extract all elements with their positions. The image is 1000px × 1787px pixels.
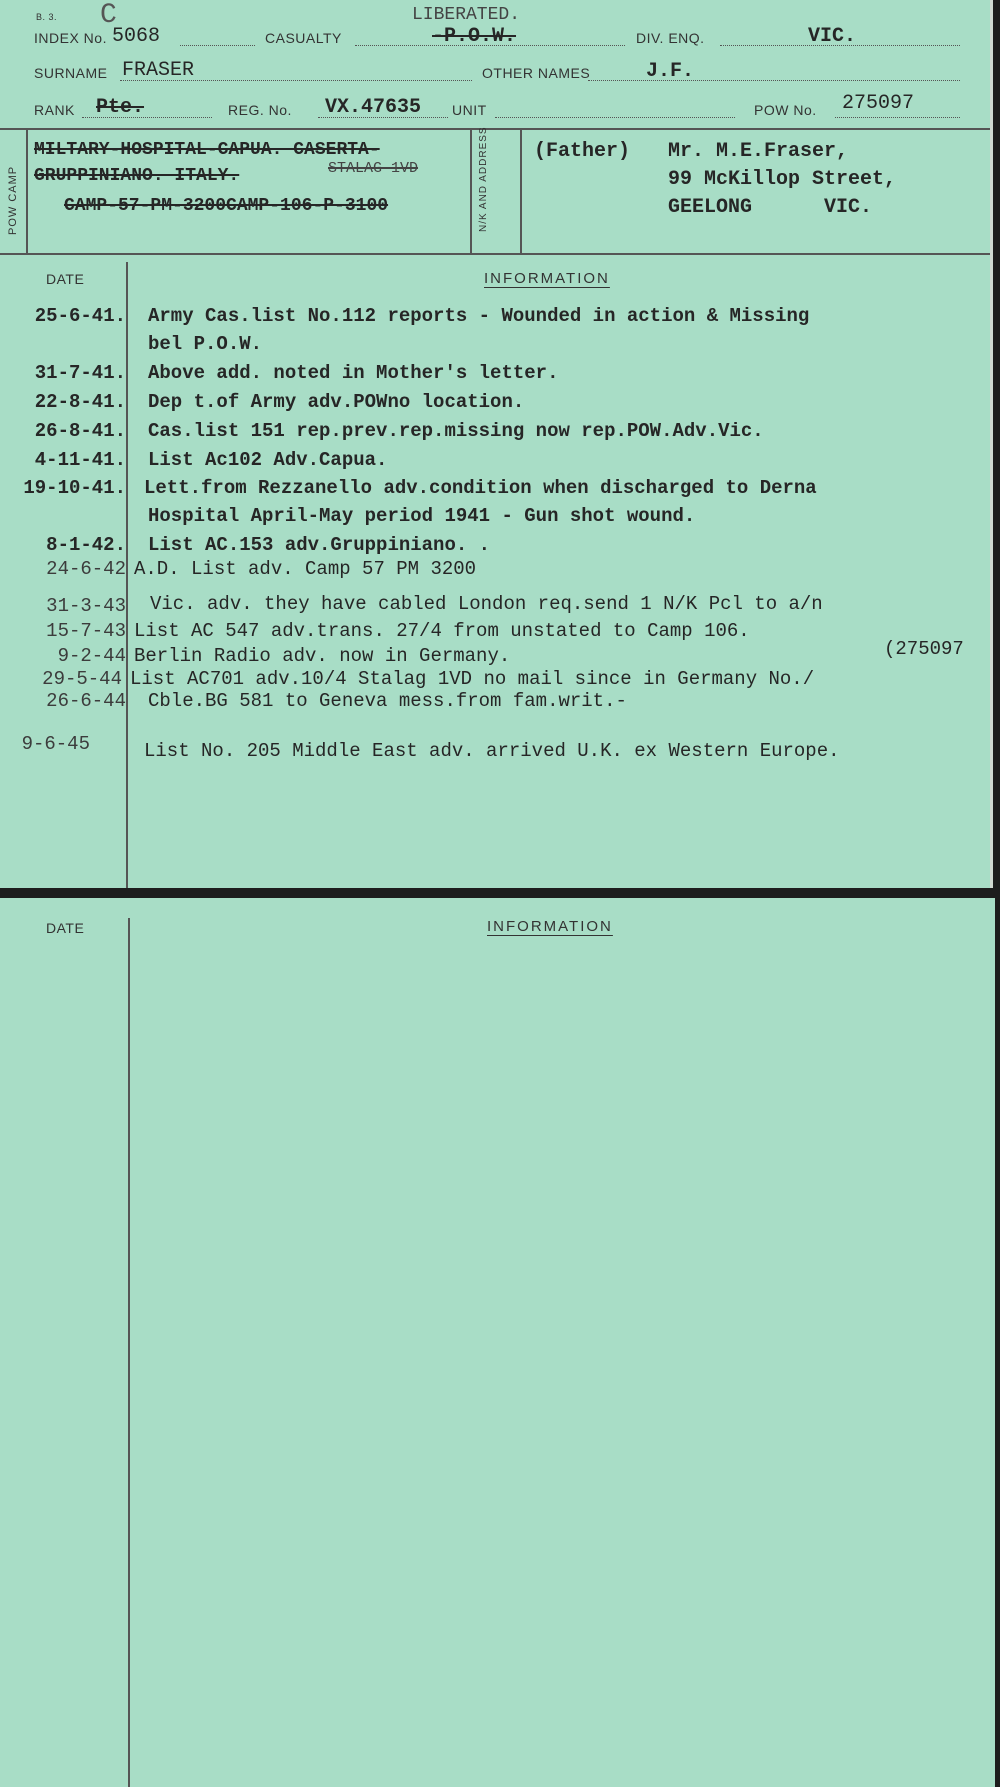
div-enq-value: VIC. bbox=[808, 25, 857, 48]
other-names-value: J.F. bbox=[646, 60, 695, 83]
pow-no-label: POW No. bbox=[754, 102, 817, 118]
entry-date: 31-7-41. bbox=[34, 362, 126, 384]
record-card-back bbox=[0, 898, 995, 1787]
form-code: B. 3. bbox=[36, 12, 58, 22]
surname-value: FRASER bbox=[122, 59, 195, 82]
reg-no-value: VX.47635 bbox=[325, 96, 422, 119]
div-enq-label: DIV. ENQ. bbox=[636, 30, 705, 46]
casualty-value: -P.O.W. bbox=[432, 25, 517, 48]
index-value: 5068 bbox=[112, 25, 161, 48]
entry-text: bel P.O.W. bbox=[148, 333, 263, 355]
entry-text: Lett.from Rezzanello adv.condition when discharged to Derna bbox=[144, 477, 817, 499]
nok-line-1: Mr. M.E.Fraser, bbox=[668, 140, 849, 163]
nok-relation: (Father) bbox=[534, 140, 631, 163]
entry-text: Cas.list 151 rep.prev.rep.missing now rep.POW.Adv.Vic. bbox=[148, 420, 764, 442]
date-header: DATE bbox=[46, 271, 85, 287]
entry-date: 4-11-41. bbox=[34, 449, 126, 471]
entry-date: 22-8-41. bbox=[34, 391, 126, 413]
entry-text: Dep t.of Army adv.POWno location. bbox=[148, 391, 525, 413]
surname-label: SURNAME bbox=[34, 65, 108, 81]
date-header-2: DATE bbox=[46, 920, 85, 936]
index-label: INDEX No. bbox=[34, 30, 107, 46]
camp-line-3: CAMP-57-PM-3200CAMP-106-P-3100 bbox=[64, 196, 389, 216]
entry-text: Cble.BG 581 to Geneva mess.from fam.writ.- bbox=[148, 690, 627, 712]
entry-date: 29-5-44 bbox=[42, 668, 122, 690]
information-header: INFORMATION bbox=[484, 270, 610, 287]
camp-line-2: GRUPPINIANO. ITALY. bbox=[34, 166, 240, 186]
record-card-front bbox=[0, 0, 993, 888]
entry-text: Berlin Radio adv. now in Germany. bbox=[134, 645, 511, 667]
reg-no-label: REG. No. bbox=[228, 102, 292, 118]
casualty-overwrite: LIBERATED. bbox=[412, 5, 521, 25]
entry-text: List No. 205 Middle East adv. arrived U.K. ex Western Europe. bbox=[144, 740, 840, 762]
entry-text: Hospital April-May period 1941 - Gun shot wound. bbox=[148, 505, 696, 527]
entry-date: 9-6-45 bbox=[21, 733, 90, 755]
unit-label: UNIT bbox=[452, 102, 487, 118]
entry-date: 9-2-44 bbox=[57, 645, 126, 667]
entry-text: List AC 547 adv.trans. 27/4 from unstated to Camp 106. bbox=[134, 620, 750, 642]
entry-text: A.D. List adv. Camp 57 PM 3200 bbox=[134, 558, 477, 580]
entry-date: 26-6-44 bbox=[46, 690, 126, 712]
information-header-2: INFORMATION bbox=[487, 918, 613, 935]
nk-address-label: N/K AND ADDRESS bbox=[478, 126, 489, 232]
entry-date: 25-6-41. bbox=[34, 305, 126, 327]
camp-line-1: MILTARY-HOSPITAL-CAPUA. CASERTA- bbox=[34, 140, 380, 160]
entry-text: Vic. adv. they have cabled London req.send 1 N/K Pcl to a/n bbox=[150, 593, 823, 615]
entry-text: Army Cas.list No.112 reports - Wounded in action & Missing bbox=[148, 305, 810, 327]
pow-camp-label: POW CAMP bbox=[7, 165, 19, 235]
casualty-label: CASUALTY bbox=[265, 30, 342, 46]
other-names-label: OTHER NAMES bbox=[482, 65, 591, 81]
entry-text: List Ac102 Adv.Capua. bbox=[148, 449, 388, 471]
entry-text: List AC701 adv.10/4 Stalag 1VD no mail since in Germany No./ bbox=[130, 668, 815, 690]
rank-label: RANK bbox=[34, 102, 75, 118]
entry-date: 15-7-43 bbox=[46, 620, 126, 642]
entry-date: 19-10-41. bbox=[23, 477, 126, 499]
pow-no-value: 275097 bbox=[842, 92, 915, 115]
entry-date: 26-8-41. bbox=[34, 420, 126, 442]
entry-note: (275097 bbox=[884, 638, 964, 660]
entry-text: Above add. noted in Mother's letter. bbox=[148, 362, 559, 384]
index-mark: C bbox=[100, 0, 117, 31]
nok-line-3: GEELONG VIC. bbox=[668, 196, 873, 219]
rank-value: Pte. bbox=[96, 96, 145, 119]
stalag-note: STALAG 1VD bbox=[328, 160, 419, 177]
entry-text: List AC.153 adv.Gruppiniano. . bbox=[148, 534, 491, 556]
entry-date: 24-6-42 bbox=[46, 558, 126, 580]
entry-date: 8-1-42. bbox=[46, 534, 126, 556]
entry-date: 31-3-43 bbox=[46, 595, 126, 617]
nok-line-2: 99 McKillop Street, bbox=[668, 168, 897, 191]
